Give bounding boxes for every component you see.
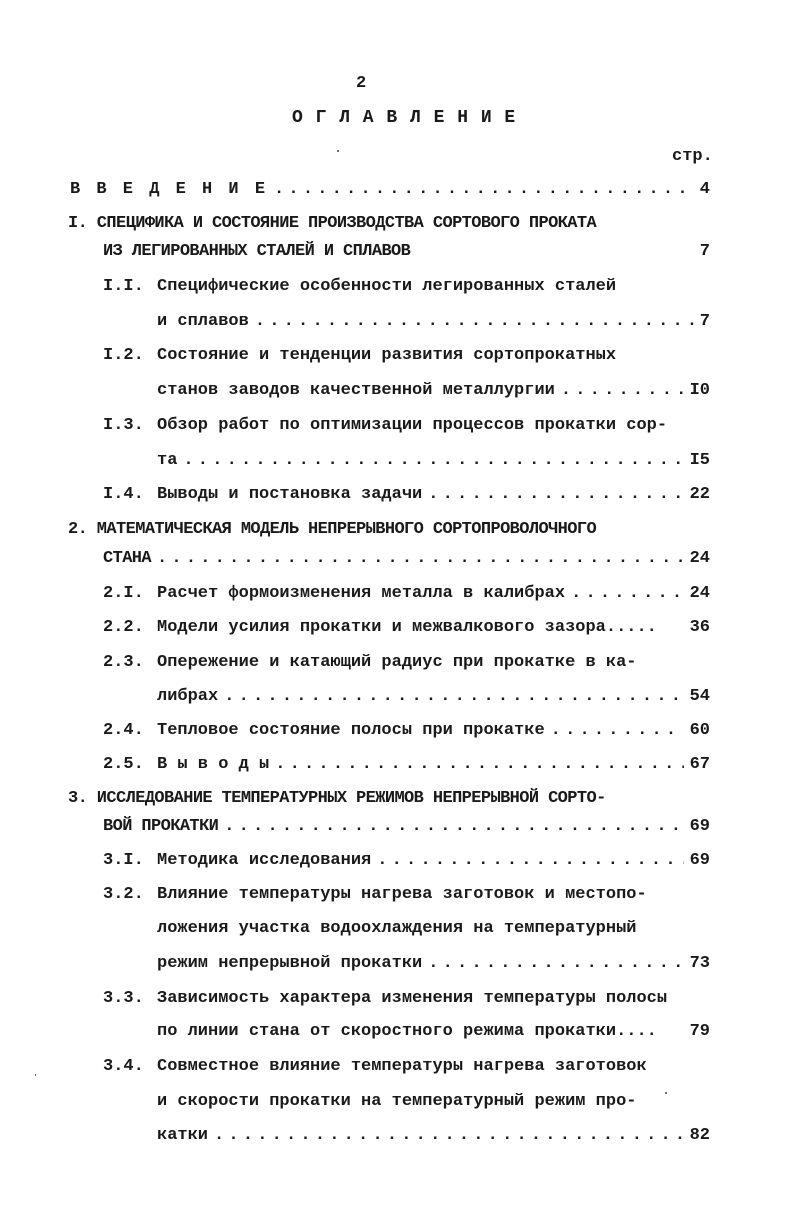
toc-section-2-1-entry[interactable] — [157, 583, 710, 605]
toc-intro-entry[interactable] — [70, 179, 710, 201]
toc-page-number: 7 — [699, 312, 710, 331]
toc-chapter-1-title-cont: ИЗ ЛЕГИРОВАННЫХ СТАЛЕЙ И СПЛАВОВ — [103, 242, 411, 261]
toc-page-number: 54 — [689, 687, 710, 706]
leader-dots — [551, 720, 684, 742]
leader-dots — [255, 311, 694, 333]
toc-chapter-2-entry[interactable] — [103, 548, 710, 570]
toc-chapter-1-entry[interactable] — [103, 241, 710, 263]
toc-section-2-3-entry[interactable] — [157, 686, 710, 708]
toc-section-3-2-entry[interactable] — [157, 953, 710, 975]
toc-section-1-2-entry[interactable] — [157, 380, 710, 402]
toc-section-2-4-entry[interactable] — [157, 720, 710, 742]
leader-dots — [214, 1125, 684, 1147]
toc-page-number: 36 — [689, 618, 710, 637]
toc-section-number: I.I. — [103, 277, 144, 296]
toc-section-1-1-entry[interactable] — [157, 311, 710, 333]
leader-dots — [183, 450, 683, 472]
toc-section-title[interactable]: Обзор работ по оптимизации процессов прокатки сор- — [157, 416, 668, 435]
toc-section-title: Тепловое состояние полосы при прокатке — [157, 721, 545, 740]
page-title: О Г Л А В Л Е Н И Е — [292, 108, 517, 128]
toc-chapter-3-title[interactable]: 3. ИССЛЕДОВАНИЕ ТЕМПЕРАТУРНЫХ РЕЖИМОВ НЕПРЕРЫВНОЙ СОРТО- — [68, 789, 606, 808]
toc-section-1-4-entry[interactable] — [157, 484, 710, 506]
leader-dots — [224, 686, 683, 708]
toc-section-title-cont: и сплавов — [157, 312, 249, 331]
toc-section-number: 3.3. — [103, 989, 144, 1008]
toc-section-title-cont[interactable]: ложения участка водоохлаждения на температурный — [157, 919, 637, 938]
toc-chapter-2-title[interactable]: 2. МАТЕМАТИЧЕСКАЯ МОДЕЛЬ НЕПРЕРЫВНОГО СОРТОПРОВОЛОЧНОГО — [68, 520, 597, 539]
toc-page-number: 69 — [689, 817, 710, 836]
toc-section-number: 3.I. — [103, 851, 144, 870]
toc-section-number: 2.3. — [103, 653, 144, 672]
toc-section-title-cont: катки — [157, 1126, 209, 1145]
toc-section-title: В ы в о д ы — [157, 755, 270, 774]
toc-section-number: 2.2. — [103, 618, 144, 637]
toc-section-title: Методика исследования — [157, 851, 372, 870]
toc-section-1-3-entry[interactable] — [157, 450, 710, 472]
toc-section-title-cont: та — [157, 451, 178, 470]
toc-section-3-4-entry[interactable] — [157, 1125, 710, 1147]
toc-page-number: 82 — [689, 1126, 710, 1145]
page-column-label: стр. — [672, 147, 713, 166]
toc-section-title-cont[interactable]: и скорости прокатки на температурный режим про- — [157, 1092, 637, 1111]
leader-dots — [157, 548, 684, 570]
toc-section-2-5-entry[interactable] — [157, 754, 710, 776]
toc-section-title[interactable]: Состояние и тенденции развития сортопрокатных — [157, 346, 617, 365]
toc-page-number: 69 — [689, 851, 710, 870]
toc-section-number: I.2. — [103, 346, 144, 365]
toc-page-number: 67 — [689, 755, 710, 774]
scan-speck — [665, 1092, 667, 1094]
toc-page-number: 7 — [699, 242, 710, 261]
toc-section-title: Выводы и постановка задачи — [157, 485, 423, 504]
toc-section-title: Расчет формоизменения металла в калибрах — [157, 584, 566, 603]
toc-section-title-cont: либрах — [157, 687, 219, 706]
toc-page-number: 60 — [689, 721, 710, 740]
scan-speck — [337, 150, 339, 152]
leader-dots — [274, 179, 694, 201]
toc-intro-label: В В Е Д Е Н И Е — [70, 180, 269, 199]
toc-page-number: I0 — [689, 381, 710, 400]
toc-section-title-cont: режим непрерывной прокатки — [157, 954, 423, 973]
toc-section-title[interactable]: Опережение и катающий радиус при прокатке в ка- — [157, 653, 637, 672]
toc-section-number: 3.2. — [103, 885, 144, 904]
toc-section-title[interactable]: Специфические особенности легированных сталей — [157, 277, 617, 296]
toc-page-number: 73 — [689, 954, 710, 973]
toc-page-number: 24 — [689, 584, 710, 603]
toc-section-number: I.4. — [103, 485, 144, 504]
toc-section-3-3-entry[interactable] — [157, 1021, 710, 1043]
leader-dots — [224, 816, 683, 838]
toc-section-2-2-entry[interactable] — [157, 617, 710, 639]
toc-page-number: I5 — [689, 451, 710, 470]
toc-page-number: 4 — [699, 180, 710, 199]
leader-dots — [428, 484, 683, 506]
toc-page-number: 79 — [689, 1022, 710, 1041]
toc-section-3-1-entry[interactable] — [157, 850, 710, 872]
toc-section-number: 2.5. — [103, 755, 144, 774]
leader-dots — [428, 953, 683, 975]
toc-section-number: 2.I. — [103, 584, 144, 603]
toc-section-title: Модели усилия прокатки и межвалкового зазора..... — [157, 618, 657, 637]
toc-section-title-cont: по линии стана от скоростного режима прокатки.... — [157, 1022, 657, 1041]
toc-section-title[interactable]: Совместное влияние температуры нагрева заготовок — [157, 1057, 647, 1076]
toc-section-number: 2.4. — [103, 721, 144, 740]
toc-section-number: I.3. — [103, 416, 144, 435]
toc-chapter-3-entry[interactable] — [103, 816, 710, 838]
toc-page-number: 22 — [689, 485, 710, 504]
toc-section-number: 3.4. — [103, 1057, 144, 1076]
toc-chapter-1-title[interactable]: I. СПЕЦИФИКА И СОСТОЯНИЕ ПРОИЗВОДСТВА СОРТОВОГО ПРОКАТА — [68, 214, 597, 233]
toc-page-number: 24 — [689, 549, 710, 568]
leader-dots — [571, 583, 684, 605]
leader-dots — [561, 380, 684, 402]
page-number: 2 — [356, 74, 367, 93]
toc-section-title[interactable]: Зависимость характера изменения температуры полосы — [157, 989, 668, 1008]
scan-speck — [35, 1074, 36, 1076]
toc-chapter-3-title-cont: ВОЙ ПРОКАТКИ — [103, 817, 219, 836]
leader-dots — [275, 754, 683, 776]
leader-dots — [377, 850, 683, 872]
toc-chapter-2-title-cont: СТАНА — [103, 549, 152, 568]
toc-section-title[interactable]: Влияние температуры нагрева заготовок и местопо- — [157, 885, 647, 904]
toc-section-title-cont: станов заводов качественной металлургии — [157, 381, 555, 400]
